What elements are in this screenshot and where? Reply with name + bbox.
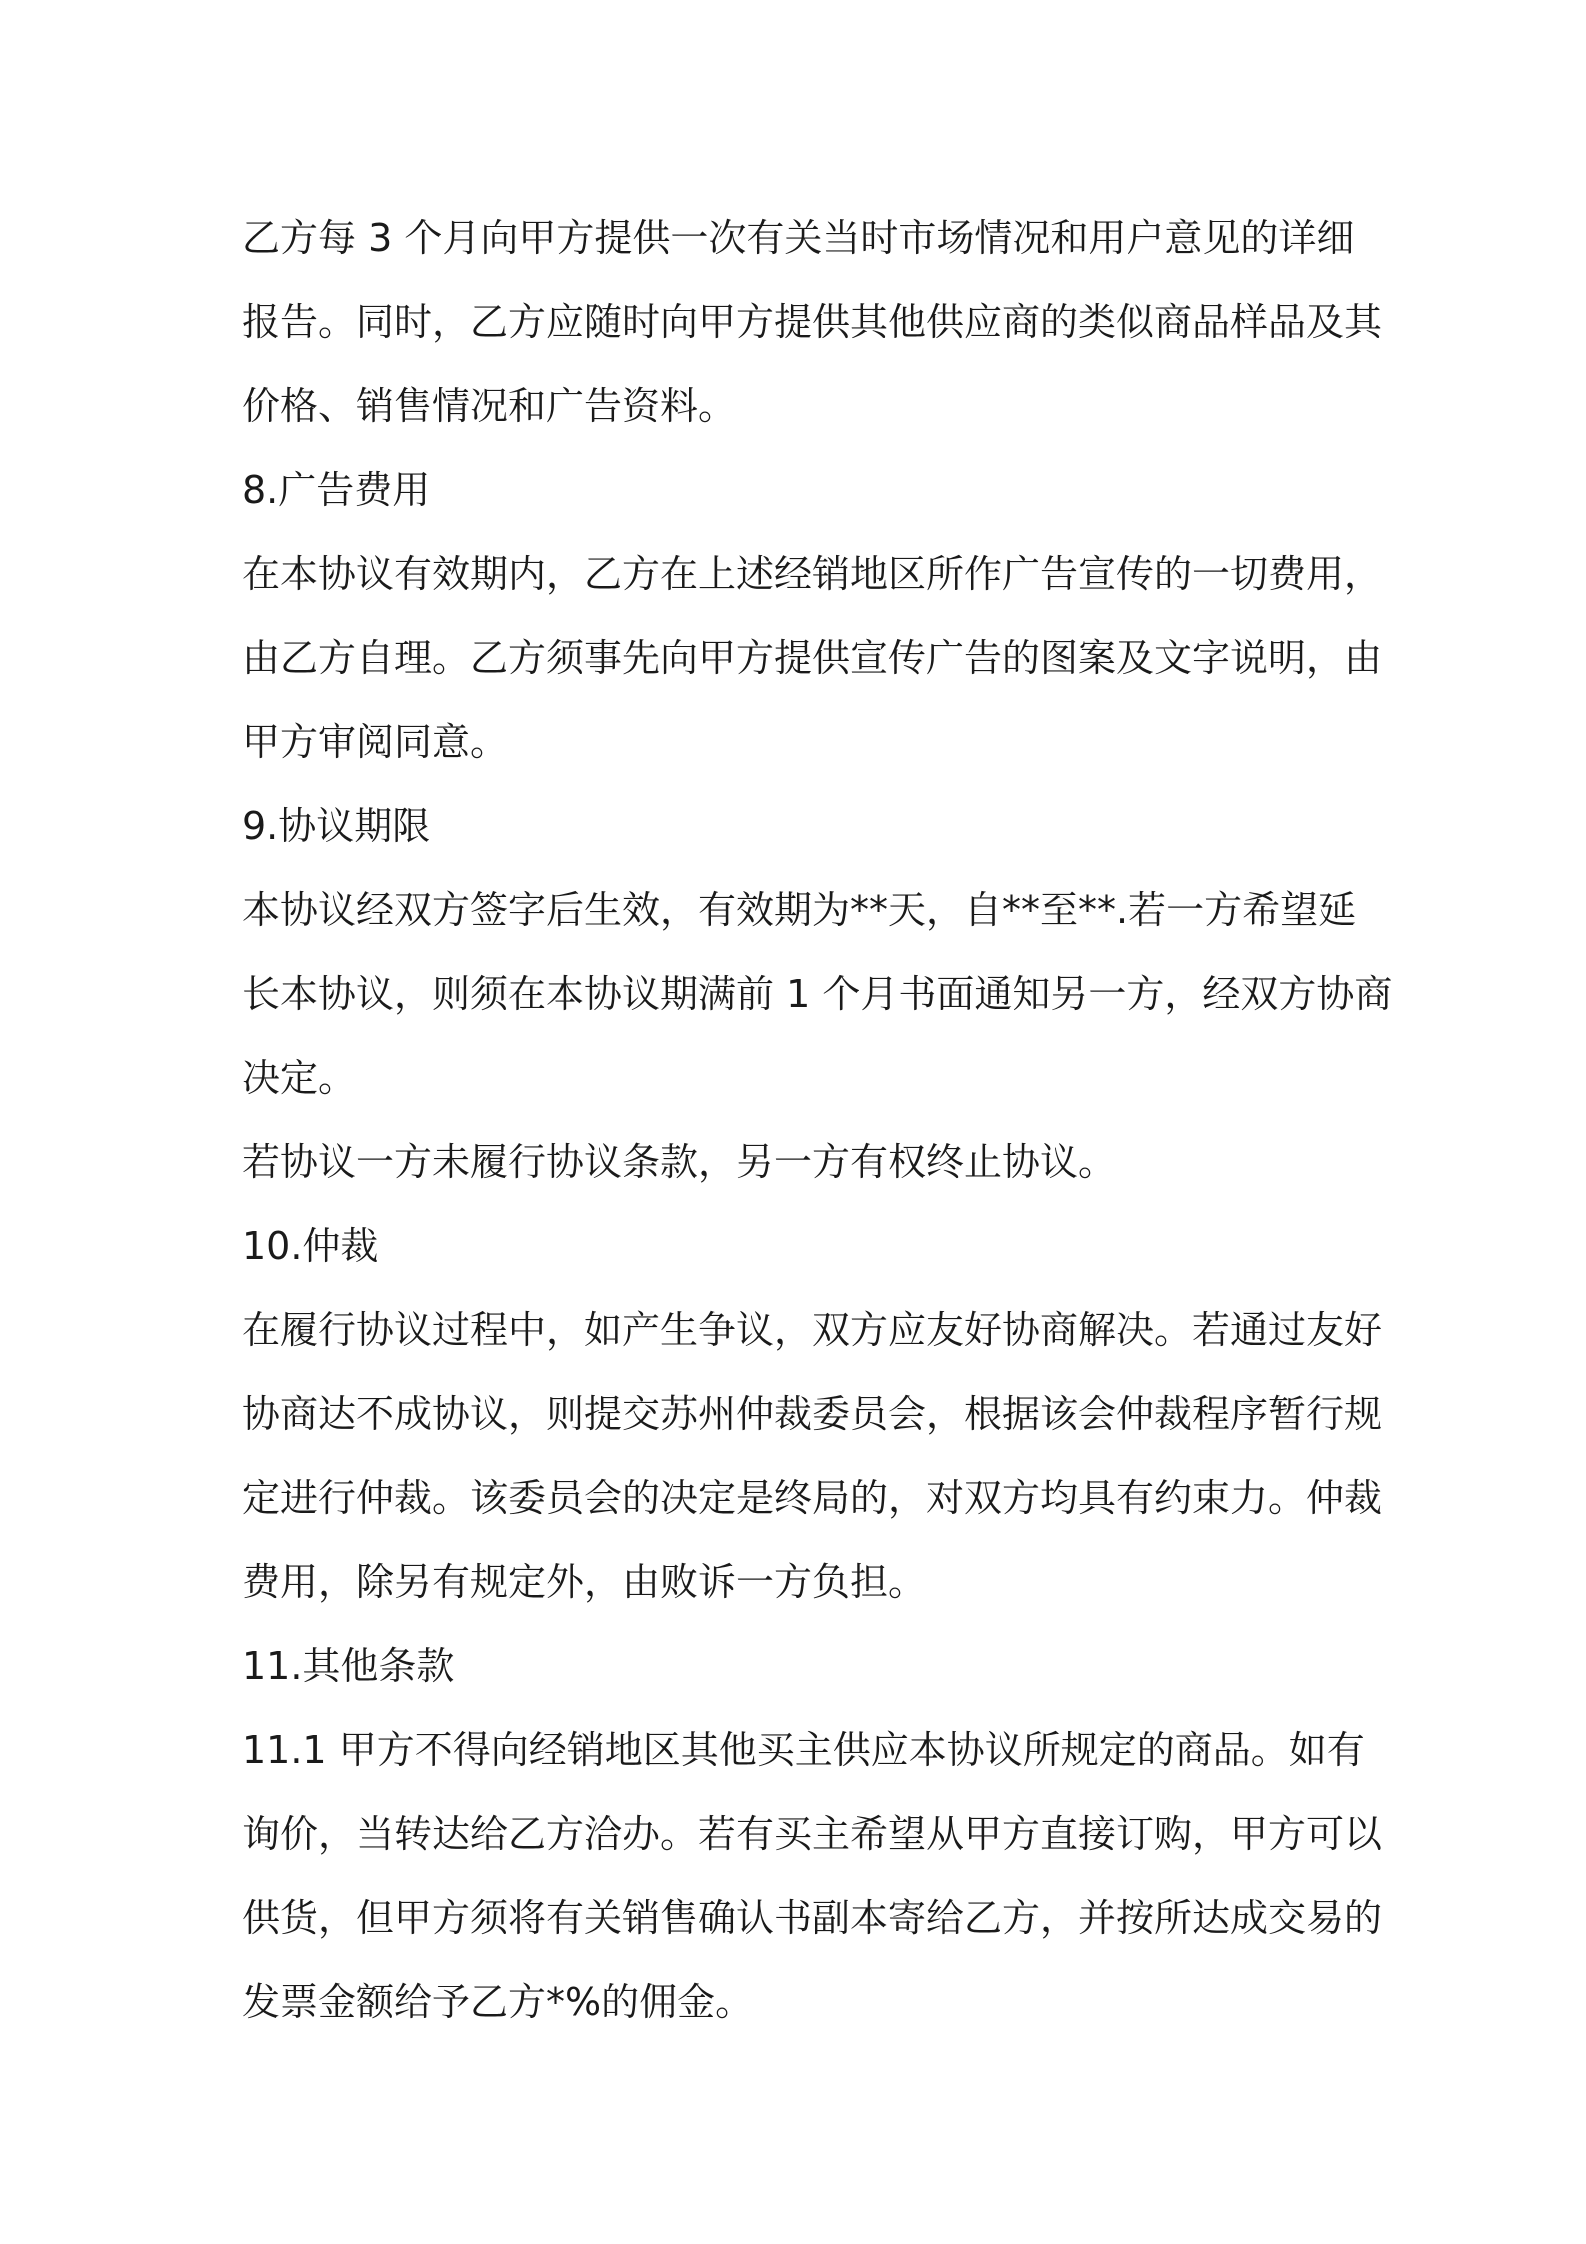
document-body: [242, 196, 1393, 2044]
paragraph-line: 长本协议，则须在本协议期满前 1 个月书面通知另一方，经双方协商: [242, 972, 1393, 1016]
paragraph-line: 费用，除另有规定外，由败诉一方负担。: [242, 1560, 927, 1604]
paragraph-line: 价格、销售情况和广告资料。: [242, 384, 737, 428]
paragraph-line: 报告。同时，乙方应随时向甲方提供其他供应商的类似商品样品及其: [242, 300, 1383, 344]
paragraph-line: 协商达不成协议，则提交苏州仲裁委员会，根据该会仲裁程序暂行规: [242, 1392, 1383, 1436]
paragraph-line: 在履行协议过程中，如产生争议，双方应友好协商解决。若通过友好: [242, 1308, 1383, 1352]
paragraph-line: 11.1 甲方不得向经销地区其他买主供应本协议所规定的商品。如有: [242, 1728, 1365, 1772]
paragraph-line: 发票金额给予乙方*%的佣金。: [242, 1980, 754, 2024]
section-heading-advertising-fees: 8.广告费用: [242, 468, 431, 512]
paragraph-line: 本协议经双方签字后生效，有效期为**天，自**至**.若一方希望延: [242, 888, 1357, 932]
paragraph-line: 决定。: [242, 1056, 357, 1100]
section-heading-agreement-term: 9.协议期限: [242, 804, 431, 848]
paragraph-line: 甲方审阅同意。: [242, 720, 509, 764]
paragraph-line: 在本协议有效期内，乙方在上述经销地区所作广告宣传的一切费用，: [242, 552, 1383, 596]
paragraph-line: 由乙方自理。乙方须事先向甲方提供宣传广告的图案及文字说明，由: [242, 636, 1383, 680]
paragraph-line: 乙方每 3 个月向甲方提供一次有关当时市场情况和用户意见的详细: [242, 216, 1355, 260]
paragraph-line: 定进行仲裁。该委员会的决定是终局的，对双方均具有约束力。仲裁: [242, 1476, 1383, 1520]
paragraph-line: 若协议一方未履行协议条款，另一方有权终止协议。: [242, 1140, 1117, 1184]
paragraph-line: 询价，当转达给乙方洽办。若有买主希望从甲方直接订购，甲方可以: [242, 1812, 1383, 1856]
paragraph-line: 供货，但甲方须将有关销售确认书副本寄给乙方，并按所达成交易的: [242, 1896, 1383, 1940]
section-heading-other-terms: 11.其他条款: [242, 1644, 455, 1688]
section-heading-arbitration: 10.仲裁: [242, 1224, 379, 1268]
